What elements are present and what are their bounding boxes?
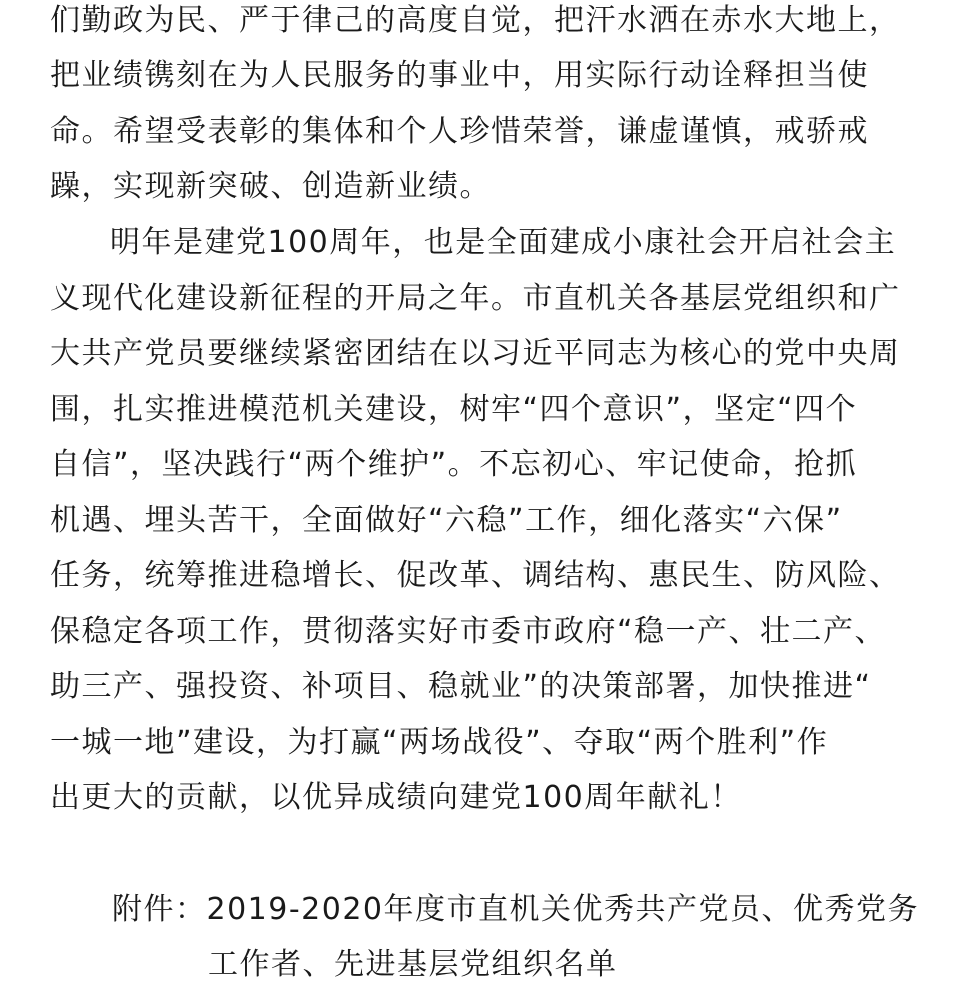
paragraph-line: 助三产、强投资、补项目、稳就业”的决策部署，加快推进“ xyxy=(50,669,872,704)
paragraph-line: 大共产党员要继续紧密团结在以习近平同志为核心的党中央周 xyxy=(50,336,901,371)
paragraph-line: 一城一地”建设，为打赢“两场战役”、夺取“两个胜利”作 xyxy=(50,725,829,760)
paragraph-line: 出更大的贡献，以优异成绩向建党100周年献礼！ xyxy=(50,780,742,815)
paragraph-line: 机遇、埋头苦干，全面做好“六稳”工作，细化落实“六保” xyxy=(50,503,843,538)
paragraph-line: 命。希望受表彰的集体和个人珍惜荣誉，谦虚谨慎，戒骄戒 xyxy=(50,114,869,149)
paragraph-line: 保稳定各项工作，贯彻落实好市委市政府“稳一产、壮二产、 xyxy=(50,614,887,649)
paragraph-line: 们勤政为民、严于律己的高度自觉，把汗水洒在赤水大地上， xyxy=(50,3,901,38)
paragraph-line: 围，扎实推进模范机关建设，树牢“四个意识”，坚定“四个 xyxy=(50,392,858,427)
attachment-label-continued: 工作者、先进基层党组织名单 xyxy=(208,947,618,982)
paragraph-line: 把业绩镌刻在为人民服务的事业中，用实际行动诠释担当使 xyxy=(50,58,869,93)
paragraph-line: 明年是建党100周年，也是全面建成小康社会开启社会主 xyxy=(110,225,897,260)
paragraph-line: 躁，实现新突破、创造新业绩。 xyxy=(50,169,491,204)
attachment-label: 附件：2019-2020年度市直机关优秀共产党员、优秀党务 xyxy=(112,892,920,927)
paragraph-line: 任务，统筹推进稳增长、促改革、调结构、惠民生、防风险、 xyxy=(50,558,901,593)
paragraph-line: 自信”，坚决践行“两个维护”。不忘初心、牢记使命，抢抓 xyxy=(50,447,858,482)
paragraph-line: 义现代化建设新征程的开局之年。市直机关各基层党组织和广 xyxy=(50,281,901,316)
